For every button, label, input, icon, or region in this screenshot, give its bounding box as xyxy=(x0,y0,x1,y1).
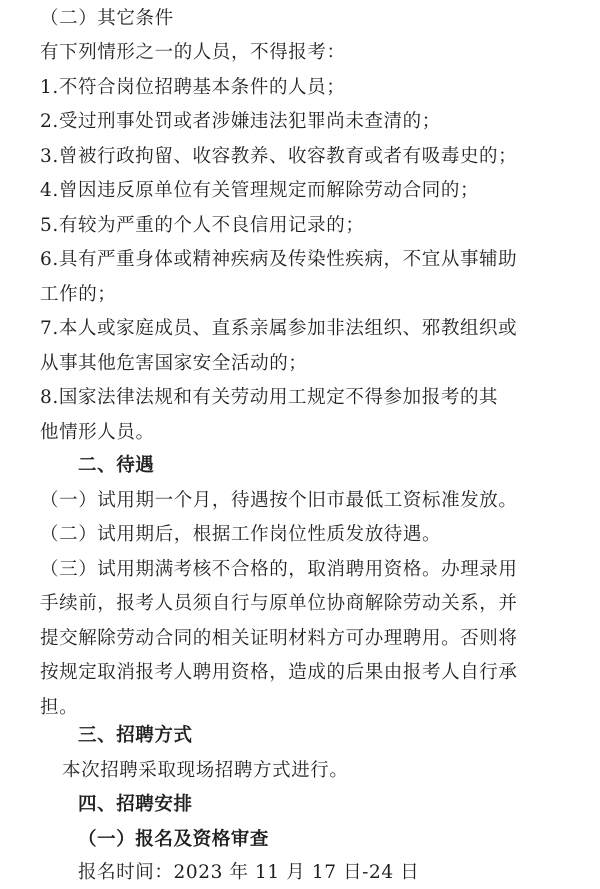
paragraph-line: 按规定取消报考人聘用资格，造成的后果由报考人自行承 xyxy=(40,662,518,683)
paragraph-line: （一）试用期一个月，待遇按个旧市最低工资标准发放。 xyxy=(40,490,518,511)
section-heading-recruitment-arrangement: 四、招聘安排 xyxy=(78,794,193,815)
paragraph-line: 有下列情形之一的人员，不得报考： xyxy=(40,42,346,63)
subsection-heading-other-conditions: （二）其它条件 xyxy=(40,8,174,29)
list-item: 5.有较为严重的个人不良信用记录的； xyxy=(40,215,365,236)
list-item-continuation: 工作的； xyxy=(40,284,117,305)
list-item: 4.曾因违反原单位有关管理规定而解除劳动合同的； xyxy=(40,180,480,201)
subsection-heading-registration: （一）报名及资格审查 xyxy=(78,829,270,850)
list-item: 1.不符合岗位招聘基本条件的人员； xyxy=(40,77,346,98)
paragraph-line: 本次招聘采取现场招聘方式进行。 xyxy=(62,760,349,781)
list-item: 2.受过刑事处罚或者涉嫌违法犯罪尚未查清的； xyxy=(40,111,441,132)
section-heading-recruitment-method: 三、招聘方式 xyxy=(78,725,193,746)
section-heading-benefits: 二、待遇 xyxy=(78,455,155,476)
list-item: 6.具有严重身体或精神疾病及传染性疾病，不宜从事辅助 xyxy=(40,249,518,270)
list-item: 3.曾被行政拘留、收容教养、收容教育或者有吸毒史的； xyxy=(40,146,518,167)
list-item-continuation: 从事其他危害国家安全活动的； xyxy=(40,353,308,374)
paragraph-line: （三）试用期满考核不合格的，取消聘用资格。办理录用 xyxy=(40,559,518,580)
paragraph-line: 提交解除劳动合同的相关证明材料方可办理聘用。否则将 xyxy=(40,628,518,649)
paragraph-line: 担。 xyxy=(40,697,79,718)
paragraph-line: （二）试用期后，根据工作岗位性质发放待遇。 xyxy=(40,524,442,545)
list-item: 8.国家法律法规和有关劳动用工规定不得参加报考的其 xyxy=(40,387,499,408)
list-item: 7.本人或家庭成员、直系亲属参加非法组织、邪教组织或 xyxy=(40,318,518,339)
paragraph-line: 手续前，报考人员须自行与原单位协商解除劳动关系，并 xyxy=(40,593,518,614)
list-item-continuation: 他情形人员。 xyxy=(40,422,155,443)
registration-time: 报名时间：2023 年 11 月 17 日-24 日 xyxy=(78,862,420,883)
